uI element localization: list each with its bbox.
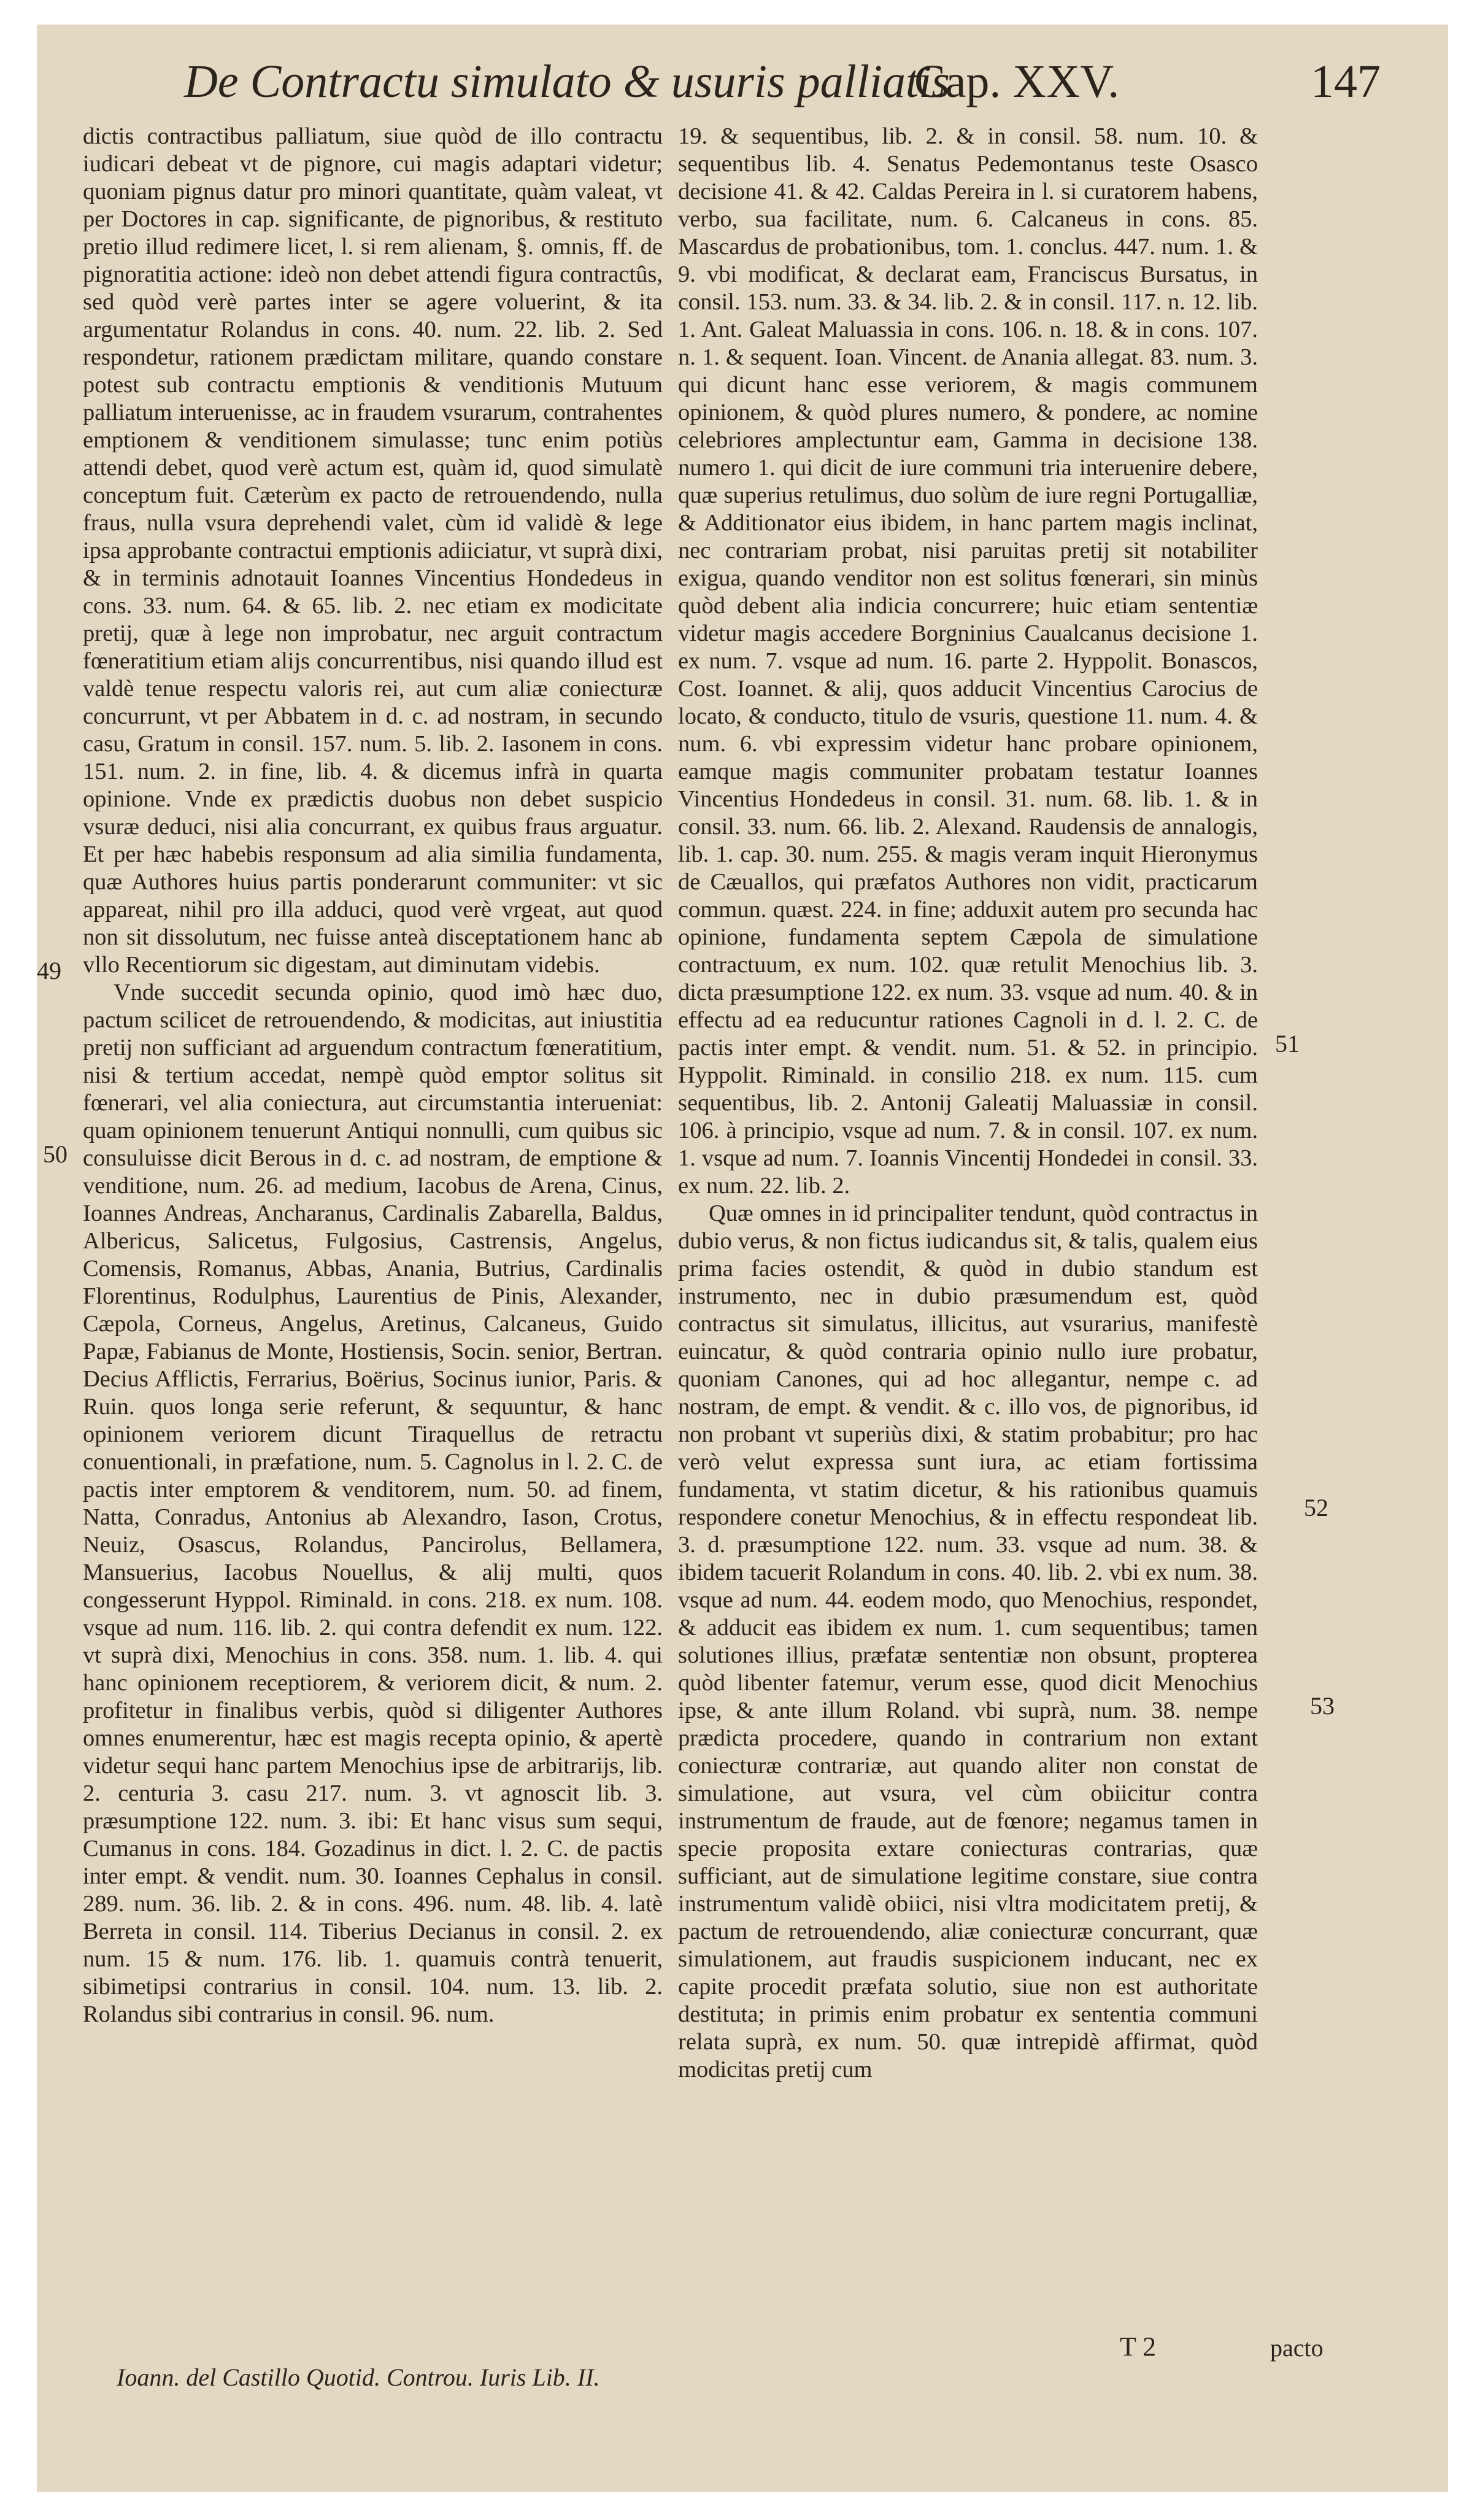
left-paragraph-2: Vnde succedit secunda opinio, quod imò hæc duo, pactum scilicet de retrouendendo, & modicitas, aut iniustitia pretij non sufficiant ad arguendum contractum fœneratitium, nisi & tertium accedat, nempè quòd emptor solitus sit fœnerari, vel alia coniectura, aut circumstantia interueniat: quam opinionem tenuerunt Antiqui nonnulli, cum quibus sic consuluisse dicit Berous in d. c. ad nostram, de emptione & venditione, num. 26. ad medium, Iacobus de Arena, Cinus, Ioannes Andreas, Ancharanus, Cardinalis Zabarella, Baldus, Albericus, Salicetus, Fulgosius, Castrensis, Angelus, Comensis, Romanus, Abbas, Anania, Butrius, Cardinalis Florentinus, Rodulphus, Laurentius de Pinis, Alexander, Cæpola, Corneus, Angelus, Aretinus, Calcaneus, Guido Papæ, Fabianus de Monte, Hostiensis, Socin. senior, Bertran. Decius Afflictis, Ferrarius, Boërius, Socinus iunior, Paris. & Ruin. quos longa serie referunt, & sequuntur, & hanc opinionem veriorem dicunt Tiraquellus de retractu conuentionali, in præfatione, num. 5. Cagnolus in l. 2. C. de pactis inter emptorem & venditorem, num. 50. ad finem, Natta, Conradus, Antonius ab Alexandro, Iason, Crotus, Neuiz, Osascus, Rolandus, Pancirolus, Bellamera, Mansuerius, Iacobus Nouellus, & alij multi, quos congesserunt Hyppol. Riminald. in cons. 218. ex num. 108. vsque ad num. 116. lib. 2. qui contra defendit ex num. 122. vt suprà dixi, Menochius in cons. 358. num. 1. lib. 4. qui hanc opinionem receptiorem, & veriorem dicit, & num. 2. profitetur in finalibus verbis, quòd si diligenter Authores omnes enumerentur, hæc est magis recepta opinio, & apertè videtur sequi hanc partem Menochius ipse de arbitrarijs, lib. 2. centuria 3. casu 217. num. 3. vt agnoscit lib. 3. præsumptione 122. num. 3. ibi: Et hanc visus sum sequi, Cumanus in cons. 184. Gozadinus in dict. l. 2. C. de pactis inter empt. & vendit. num. 30. Ioannes Cephalus in consil. 289. num. 36. lib. 2. & in cons. 496. num. 48. lib. 4. latè Berreta in consil. 114. Tiberius Decianus in consil. 2. ex num. 15 & num. 176. lib. 1. quamuis contrà tenuerit, sibimetipsi contrarius in consil. 104. num. 13. lib. 2. Rolandus sibi contrarius in consil. 96. num. — [83, 980, 663, 2027]
catchword: pacto — [1270, 2334, 1324, 2362]
right-column — [678, 123, 1258, 2084]
left-paragraph-1: dictis contractibus palliatum, siue quòd de illo contractu iudicari debeat vt de pignore, cui magis adaptari videtur; quoniam pignus datur pro minori quantitate, quàm valeat, vt per Doctores in cap. significante, de pignoribus, & restituto pretio illud redimere licet, l. si rem alienam, §. omnis, ff. de pignoratitia actione: ideò non debet attendi figura contractûs, sed quòd verè partes inter se agere voluerint, & ita argumentatur Rolandus in cons. 40. num. 22. lib. 2. Sed respondetur, rationem prædictam militare, quando constare potest sub contractu emptionis & venditionis Mutuum palliatum interuenisse, ac in fraudem vsurarum, contrahentes emptionem & venditionem simulasse; tunc enim potiùs attendi debet, quod verè actum est, quàm id, quod simulatè conceptum fuit. Cæterùm ex pacto de retrouendendo, nulla fraus, nulla vsura deprehendi valet, cùm id validè & lege ipsa approbante contractui emptionis adiiciatur, vt suprà dixi, & in terminis adnotauit Ioannes Vincentius Hondedeus in cons. 33. num. 64. & 65. lib. 2. nec etiam ex modicitate pretij, quæ à lege non improbatur, nec arguit contractum fœneratitium etiam alijs concurrentibus, nisi quando illud est valdè tenue respectu valoris rei, aut cum aliæ coniecturæ concurrunt, vt per Abbatem in d. c. ad nostram, in secundo casu, Gratum in consil. 157. num. 5. lib. 2. Iasonem in cons. 151. num. 2. in fine, lib. 4. & dicemus infrà in quarta opinione. Vnde ex prædictis duobus non debet suspicio vsuræ deduci, nisi alia concurrant, ex quibus fraus arguatur. Et per hæc habebis responsum ad alia similia fundamenta, quæ Authores huius partis ponderarunt communiter: vt sic appareat, nihil pro illa adduci, quod verè vrgeat, aut quod non sit dissolutum, nec fuisse anteà disceptationem hanc ab vllo Recentiorum sic digestam, aut diminutam videbis. — [83, 123, 663, 978]
margin-number-49: 49 — [37, 957, 61, 984]
footer-author-line: Ioann. del Castillo Quotid. Controu. Iuris Lib. II. — [117, 2363, 600, 2391]
signature-mark: T 2 — [1120, 2332, 1157, 2362]
right-paragraph-2: Quæ omnes in id principaliter tendunt, quòd contractus in dubio verus, & non fictus iudicandus sit, & talis, qualem eius prima facies ostendit, & quòd in dubio standum est instrumento, nec in dubio præsumendum est, quòd contractus sit simulatus, illicitus, aut vsurarius, manifestè euincatur, & quòd contraria opinio nullo iure probatur, quoniam Canones, qui ad hoc allegantur, nempe c. ad nostram, de empt. & vendit. & c. illo vos, de pignoribus, id non probant vt superiùs dixi, & statim probabitur; pro hac verò velut expressa sunt iura, ac etiam fortissima fundamenta, vt statim dicetur, & his rationibus quamuis respondere conetur Menochius, & in effectu respondeat lib. 3. d. præsumptione 122. num. 33. vsque ad num. 38. & ibidem tacuerit Rolandum in cons. 40. lib. 2. vbi ex num. 38. vsque ad num. 44. eodem modo, quo Menochius, respondet, & adducit eas ibidem ex num. 1. cum sequentibus; tamen solutiones illius, præfatæ sententiæ non obsunt, propterea quòd libenter fatemur, verum esse, quod dicit Menochius ipse, & ante illum Roland. vbi suprà, num. 38. nempe prædicta procedere, quando in contrarium non extant coniecturæ contrariæ, aut quando aliter non constat de simulatione, aut vsura, vel cùm obiicitur contra instrumentum de fraude, aut de fœnore; negamus tamen in specie proposita extare coniecturas contrarias, quæ sufficiant, aut de simulatione legitime constare, siue contra instrumentum validè obiici, nisi vltra modicitatem pretij, & pactum de retrouendendo, aliæ coniecturæ concurrant, quæ simulationem, aut fraudis suspicionem inducant, nec ex capite procedit præfata solutio, siue non est authoritate destituta; in primis enim probatur ex sententia communi relata suprà, ex num. 50. quæ intrepidè affirmat, quòd modicitas pretij cum — [678, 1200, 1258, 2082]
margin-number-50: 50 — [43, 1140, 67, 1168]
book-page — [37, 25, 1448, 2492]
left-column — [83, 123, 663, 2028]
margin-number-52: 52 — [1304, 1494, 1328, 1521]
running-title: De Contractu simulato & usuris palliatis — [184, 56, 950, 107]
running-head — [184, 55, 1381, 117]
right-paragraph-1: 19. & sequentibus, lib. 2. & in consil. 58. num. 10. & sequentibus lib. 4. Senatus Pedemontanus teste Osasco decisione 41. & 42. Caldas Pereira in l. si curatorem habens, verbo, sua facilitate, num. 6. Calcaneus in cons. 85. Mascardus de probationibus, tom. 1. conclus. 447. num. 1. & 9. vbi modificat, & declarat eam, Franciscus Bursatus, in consil. 153. num. 33. & 34. lib. 2. & in consil. 117. n. 12. lib. 1. Ant. Galeat Maluassia in cons. 106. n. 18. & in cons. 107. n. 1. & sequent. Ioan. Vincent. de Anania allegat. 83. num. 3. qui dicunt hanc esse veriorem, & magis communem opinionem, & quòd plures numero, & pondere, ac nomine celebriores amplectuntur eam, Gamma in decisione 138. numero 1. qui dicit de iure communi tria interuenire debere, quæ superius retulimus, duo solùm de iure regni Portugalliæ, & Additionator eius ibidem, in hanc partem magis inclinat, nec contrariam probat, nisi paruitas pretij sit notabiliter exigua, quando venditor non est solitus fœnerari, sin minùs quòd debent alia indicia concurrere; huic etiam sententiæ videtur magis accedere Borgninius Caualcanus decisione 1. ex num. 7. vsque ad num. 16. parte 2. Hyppolit. Bonascos, Cost. Ioannet. & alij, quos adducit Vincentius Carocius de locato, & conducto, titulo de vsuris, questione 11. num. 4. & num. 6. vbi expressim videtur hanc probare opinionem, eamque magis communiter probatam testatur Ioannes Vincentius Hondedeus in consil. 31. num. 68. lib. 1. & in consil. 33. num. 66. lib. 2. Alexand. Raudensis de annalogis, lib. 1. cap. 30. num. 255. & magis veram inquit Hieronymus de Cæuallos, qui præfatos Authores non vidit, practicarum commun. quæst. 224. in fine; adduxit autem pro secunda hac opinione, fundamenta septem Cæpola de simulatione contractuum, ex num. 102. quæ retulit Menochius lib. 3. dicta præsumptione 122. ex num. 33. vsque ad num. 40. & in effectu ad ea reducuntur rationes Cagnoli in d. l. 2. C. de pactis inter empt. & vendit. num. 51. & 52. in principio. Hyppolit. Riminald. in consilio 218. ex num. 115. cum sequentibus, lib. 2. Antonij Galeatij Maluassiæ in consil. 106. à principio, vsque ad num. 7. & in consil. 107. ex num. 1. vsque ad num. 7. Ioannis Vincentij Hondedei in consil. 33. ex num. 22. lib. 2. — [678, 123, 1258, 1199]
margin-number-53: 53 — [1310, 1692, 1335, 1720]
page-number: 147 — [1311, 56, 1381, 107]
chapter-label: Cap. XXV. — [914, 56, 1120, 107]
margin-number-51: 51 — [1275, 1030, 1300, 1057]
